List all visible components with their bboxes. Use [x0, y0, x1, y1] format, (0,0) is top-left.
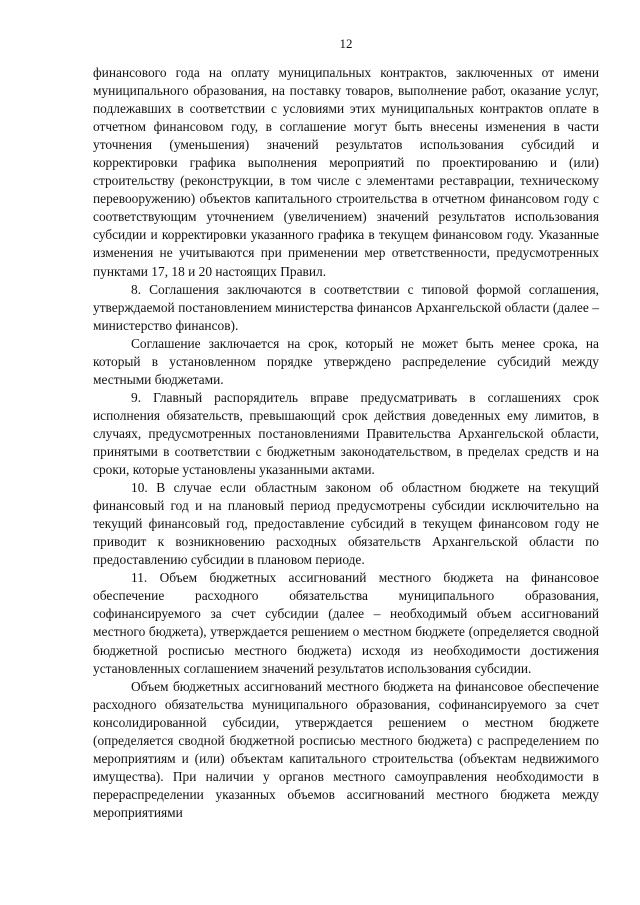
paragraph-11: 11. Объем бюджетных ассигнований местного бюджета на финансовое обеспечение расходного обязательства муниципального образования, софинансируемого за счет субсидии (далее – необходимый объем ассигнований местного бюджета), утверждается решением о местном бюджете (определяется сводной бюджетной росписью местного бюджета) исходя из необходимости достижения установленных соглашением значений результатов использования субсидии.	[93, 570, 599, 676]
page-number: 12	[339, 36, 353, 51]
paragraph-consolidated-subsidy: Объем бюджетных ассигнований местного бюджета на финансовое обеспечение расходного обязательства муниципального образования, софинансируемого за счет консолидированной субсидии, утверждается решением о местном бюджете (определяется сводной бюджетной росписью местного бюджета) с распределением по мероприятиям и (или) объектам капитального строительства (объектам недвижимого имущества). При наличии у органов местного самоуправления необходимости в перераспределении указанных объемов ассигнований местного бюджета между мероприятиями	[93, 678, 599, 820]
paragraph-10: 10. В случае если областным законом об областном бюджете на текущий финансовый год и на плановый период предусмотрены субсидии исключительно на текущий финансовый год, предоставление субсидий в текущем финансовом году не приводит к возникновению расходных обязательств Архангельской области по предоставлению субсидии в плановом периоде.	[93, 480, 599, 568]
paragraph-9: 9. Главный распорядитель вправе предусматривать в соглашениях срок исполнения обязательств, превышающий срок действия доведенных ему лимитов, в случаях, предусмотренных постановлениями Правительства Архангельской области, принятыми в соответствии с бюджетным законодательством, в пределах средств и на сроки, которые установлены указанными актами.	[93, 389, 599, 478]
document-page	[93, 36, 599, 822]
paragraph-continuation: финансового года на оплату муниципальных контрактов, заключенных от имени муниципального образования, на поставку товаров, выполнение работ, оказание услуг, подлежавших в соответствии с условиями этих муниципальных контрактов оплате в отчетном финансовом году, в соглашение могут быть внесены изменения в части уточнения (уменьшения) значений результатов использования субсидий и корректировки графика выполнения мероприятий по проектированию и (или) строительству (реконструкции, в том числе с элементами реставрации, техническому перевооружению) объектов капитального строительства в отчетном финансовом году с соответствующим уточнением (увеличением) значений результатов использования субсидии и корректировки указанного графика в текущем финансовом году. Указанные изменения не учитываются при применении мер ответственности, предусмотренных пунктами 17, 18 и 20 настоящих Правил.	[93, 65, 599, 279]
paragraph-agreement-term: Соглашение заключается на срок, который не может быть менее срока, на который в установленном порядке утверждено распределение субсидий между местными бюджетами.	[93, 335, 599, 387]
paragraph-8: 8. Соглашения заключаются в соответствии с типовой формой соглашения, утверждаемой постановлением министерства финансов Архангельской области (далее – министерство финансов).	[93, 281, 599, 333]
